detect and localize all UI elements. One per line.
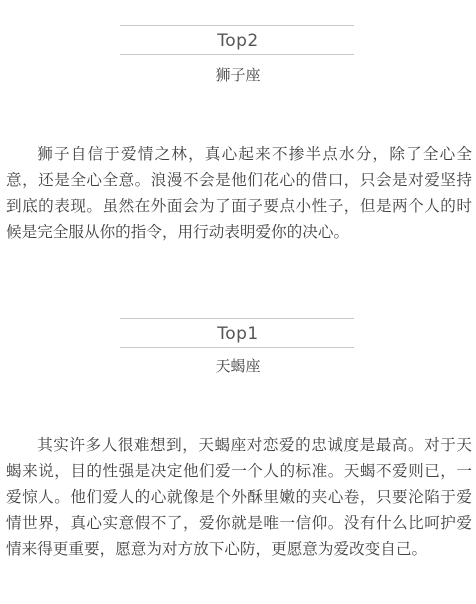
rank-top-divider [120, 25, 354, 26]
rank-label: Top2 [217, 31, 259, 51]
zodiac-sign-title: 狮子座 [215, 66, 261, 84]
zodiac-sign-title: 天蝎座 [215, 357, 261, 375]
rank-bottom-divider [120, 54, 354, 55]
rank-bottom-divider [120, 347, 354, 348]
description-paragraph: 狮子自信于爱情之林，真心起来不掺半点水分，除了全心全意，还是全心全意。浪漫不会是他们花心的借口，只会是对爱坚持到底的表现。虽然在外面会为了面子要点小性子，但是两个人的时候是完全服从你的指令，用行动表明爱你的决心。 [6, 145, 472, 241]
rank-label: Top1 [217, 324, 259, 344]
description-paragraph: 其实许多人很难想到，天蝎座对恋爱的忠诚度是最高。对于天蝎来说，目的性强是决定他们爱一个人的标准。天蝎不爱则已，一爱惊人。他们爱人的心就像是个外酥里嫩的夹心卷，只要沦陷于爱情世界，真心实意假不了，爱你就是唯一信仰。没有什么比呵护爱情来得更重要，愿意为对方放下心防，更愿意为爱改变自己。 [6, 436, 472, 558]
rank-top-divider [120, 318, 354, 319]
